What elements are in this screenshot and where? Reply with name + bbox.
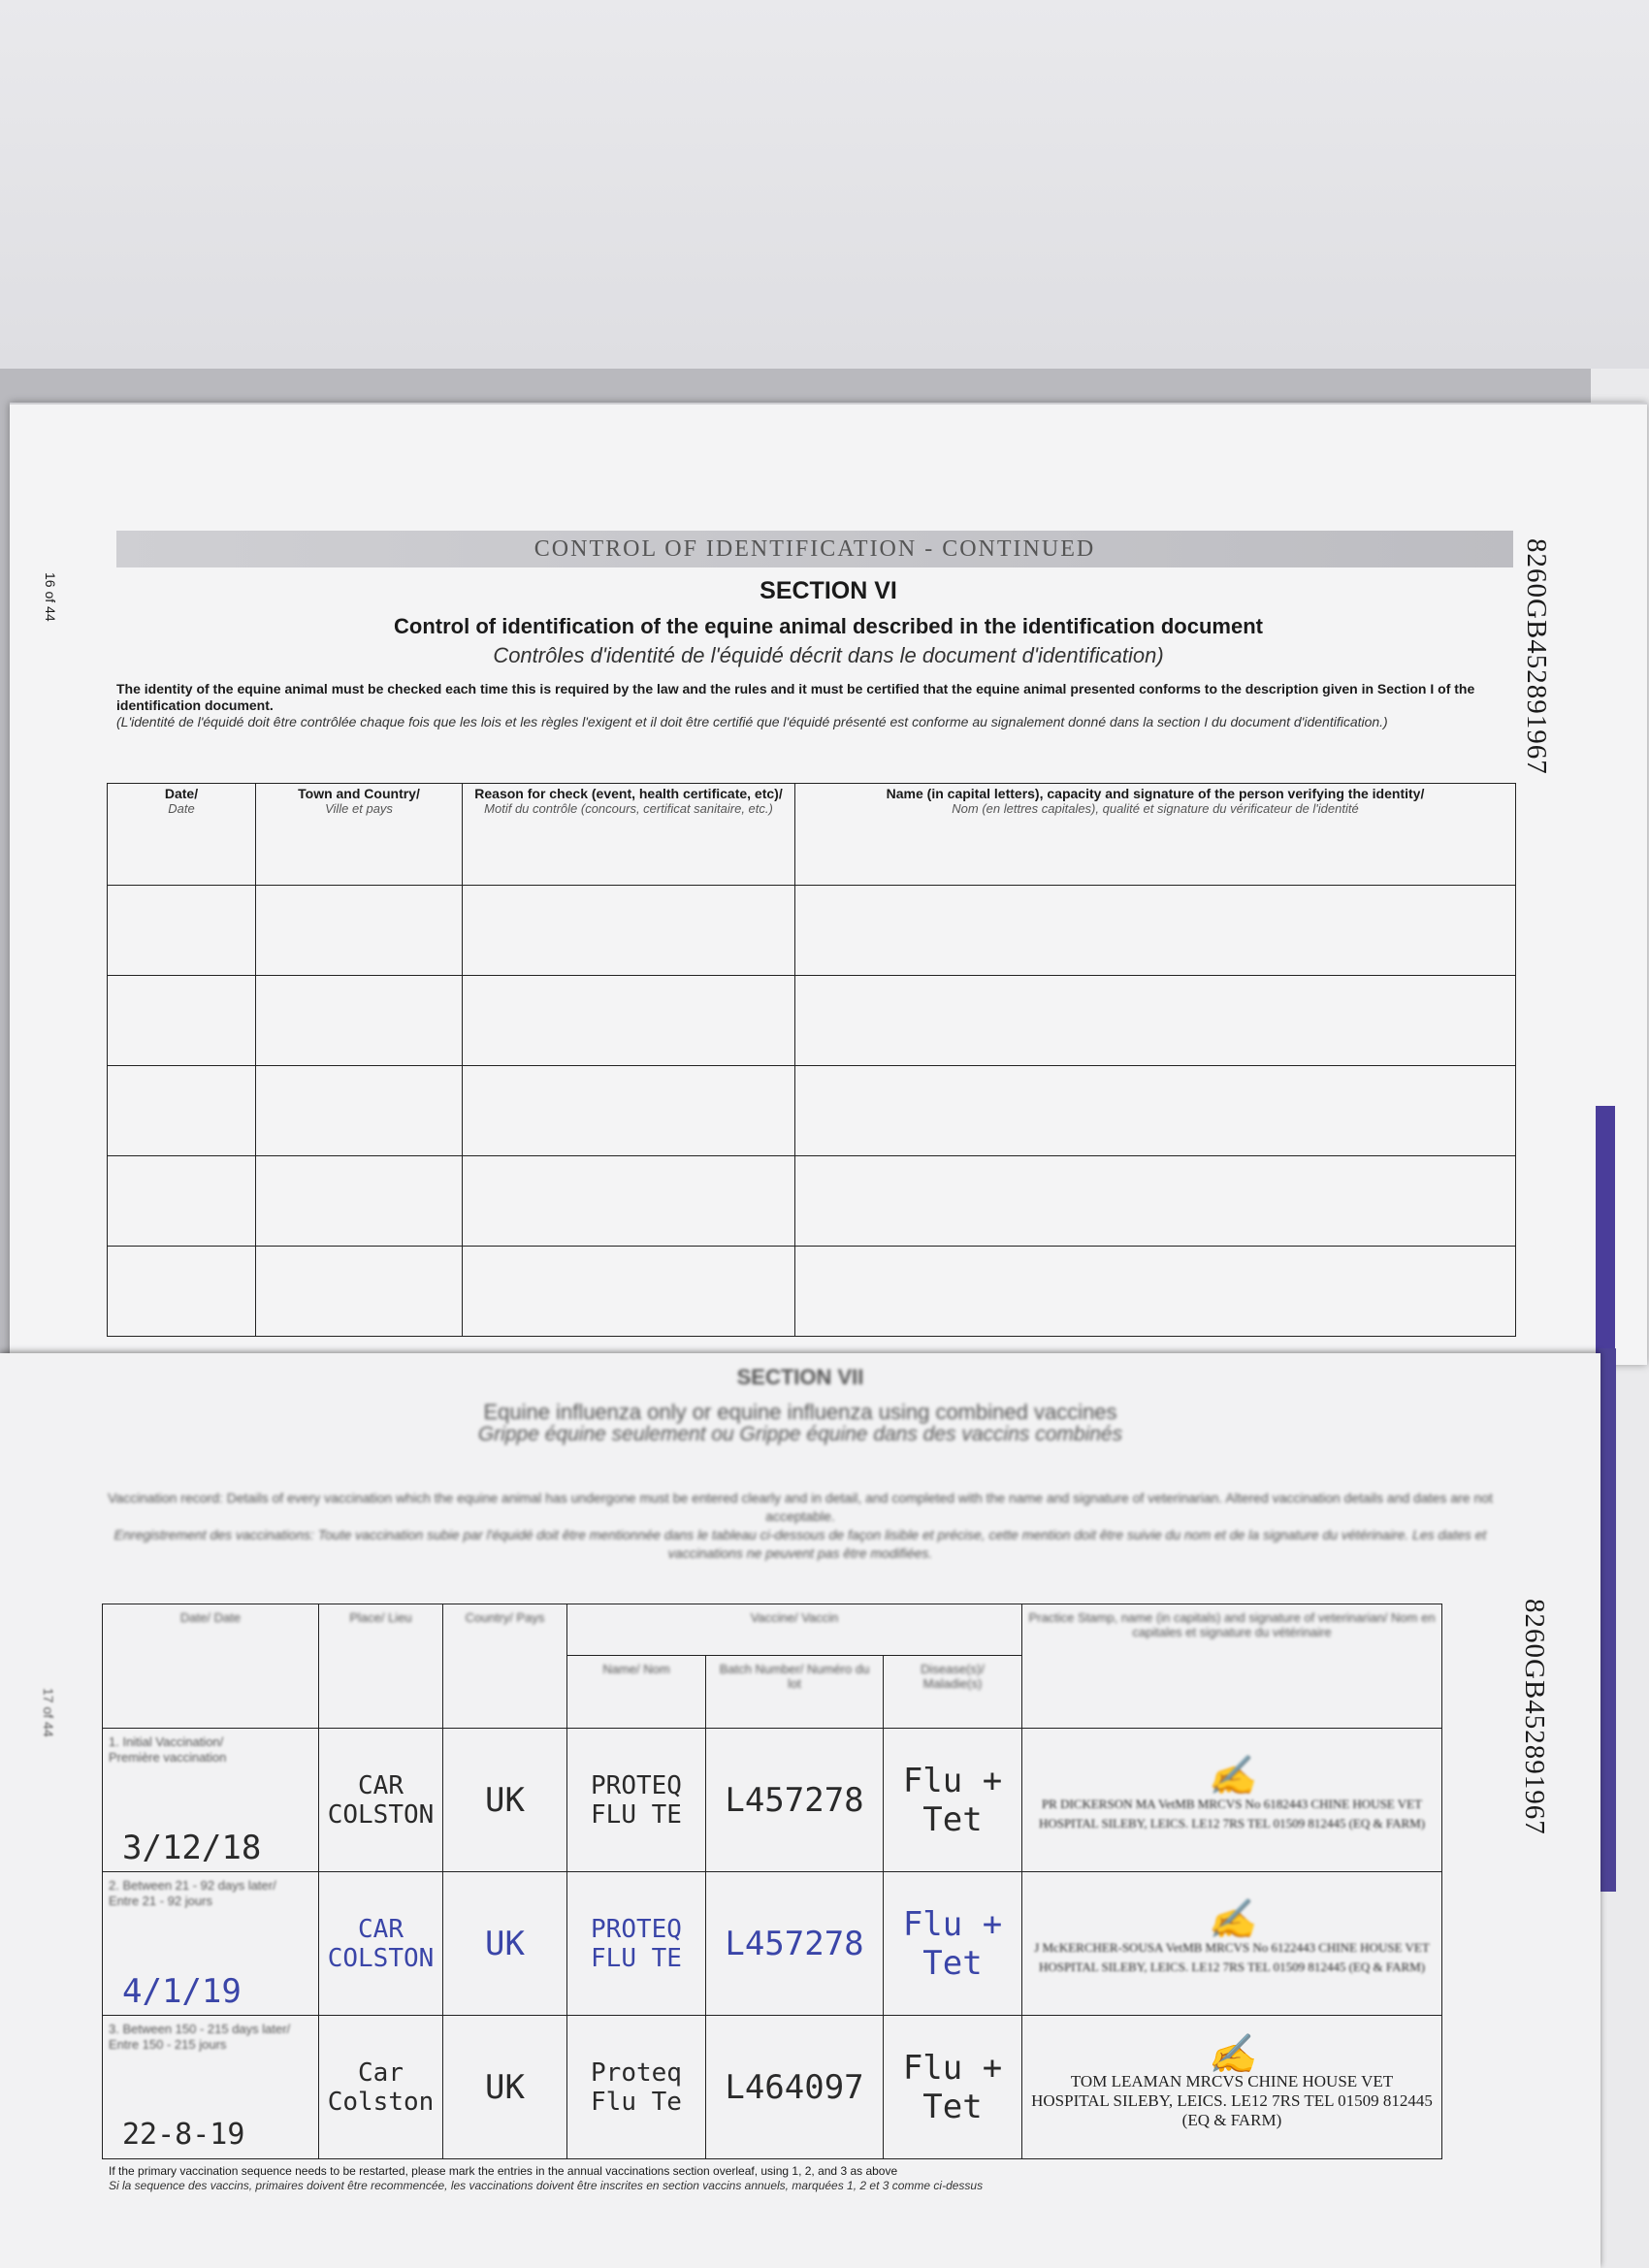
row-1-label: 1. Initial Vaccination/ — [109, 1734, 224, 1749]
row-2-date-cell — [103, 1872, 319, 2016]
vaccination-row-2 — [103, 1872, 1442, 2016]
row-3-stamp — [1022, 2016, 1442, 2159]
row-3-label: 3. Between 150 - 215 days later/ — [109, 2022, 291, 2036]
row-3-batch: L464097 — [725, 2067, 864, 2107]
row-1-label-fr: Première vaccination — [109, 1750, 227, 1765]
row-2-label-fr: Entre 21 - 92 jours — [109, 1894, 212, 1908]
upper-page — [10, 403, 1647, 1365]
row-1-date: 3/12/18 — [122, 1829, 262, 1867]
table-row — [108, 1066, 1516, 1156]
footnote — [109, 2164, 983, 2193]
row-1-country: UK — [485, 1780, 525, 1820]
footnote-english: If the primary vaccination sequence needs to be restarted, please mark the entries in the annual vaccinations section overleaf, using 1, 2, and 3 as above — [109, 2164, 898, 2178]
col-date: Date/ Date — [108, 784, 256, 886]
section-title-lower: SECTION VII — [736, 1365, 864, 1389]
col-town-country: Town and Country/ Ville et pays — [256, 784, 463, 886]
row-1-vaccine-name: PROTEQ FLU TE — [591, 1770, 682, 1830]
lower-page — [0, 1353, 1600, 2268]
intro-text — [116, 681, 1504, 730]
row-3-place: Car Colston — [327, 2057, 435, 2117]
table-row — [108, 886, 1516, 976]
row-2-place: CAR COLSTON — [327, 1914, 435, 1973]
row-2-vaccine-name: PROTEQ FLU TE — [591, 1914, 682, 1973]
intro-text-lower — [107, 1489, 1494, 1563]
table-row — [108, 1156, 1516, 1247]
row-2-batch: L457278 — [725, 1924, 864, 1963]
background-top — [0, 0, 1649, 369]
col-batch: Batch Number/ Numéro du lot — [706, 1656, 884, 1729]
title-french: Contrôles d'identité de l'équidé décrit dans le document d'identification) — [493, 643, 1164, 667]
row-3-stamp-text: TOM LEAMAN MRCVS CHINE HOUSE VET HOSPITAL SILEBY, LEICS. LE12 7RS TEL 01509 812445 (EQ & FARM) — [1031, 2071, 1433, 2129]
col-verifier: Name (in capital letters), capacity and signature of the person verifying the identity/ Nom (en lettres capitales), qualité et signature du vérificateur de l'identité — [795, 784, 1516, 886]
row-3-date-cell — [103, 2016, 319, 2159]
row-3-country: UK — [485, 2067, 525, 2107]
vaccination-table — [102, 1604, 1442, 2159]
intro-english: The identity of the equine animal must be checked each time this is required by the law and the rules and it must be certified that the equine animal presented conforms to the description given in Section I of the identification document. — [116, 681, 1475, 713]
section-title: SECTION VI — [760, 577, 897, 604]
vaccination-row-1 — [103, 1729, 1442, 1872]
table-row — [108, 1247, 1516, 1337]
row-2-country: UK — [485, 1924, 525, 1963]
intro-english-lower: Vaccination record: Details of every vaccination which the equine animal has undergone must be entered clearly and in detail, and completed with the name and signature of veterinarian. Altered vaccination details and dates are not acceptable. — [108, 1490, 1493, 1524]
title-english-lower: Equine influenza only or equine influenza using combined vaccines — [483, 1400, 1117, 1424]
row-1-place: CAR COLSTON — [327, 1770, 435, 1830]
row-2-stamp-text: J McKERCHER-SOUSA VetMB MRCVS No 6122443 CHINE HOUSE VET HOSPITAL SILEBY, LEICS. LE12 7RS TEL 01509 812445 (EQ & FARM) — [1034, 1940, 1430, 1974]
col-vaccine-name: Name/ Nom — [567, 1656, 706, 1729]
row-1-batch: L457278 — [725, 1780, 864, 1820]
serial-number-top: 8260GB452891967 — [1521, 538, 1552, 775]
signature-1: ✍ — [1208, 1754, 1256, 1798]
signature-3: ✍ — [1208, 2031, 1256, 2077]
row-1-disease: Flu + Tet — [902, 1761, 1003, 1839]
title-english: Control of identification of the equine animal described in the identification document — [394, 614, 1263, 638]
title-french-lower: Grippe équine seulement ou Grippe équine dans des vaccins combinés — [477, 1423, 1123, 1445]
row-2-stamp — [1022, 1872, 1442, 2016]
row-2-label: 2. Between 21 - 92 days later/ — [109, 1878, 276, 1893]
vaccination-row-3 — [103, 2016, 1442, 2159]
row-1-date-cell — [103, 1729, 319, 1872]
row-2-disease: Flu + Tet — [902, 1904, 1003, 1983]
col-date: Date/ Date — [103, 1604, 319, 1729]
page-number-top: 16 of 44 — [43, 572, 58, 622]
col-country: Country/ Pays — [443, 1604, 567, 1729]
binding-strip-lower — [1599, 1348, 1616, 1892]
intro-french-lower: Enregistrement des vaccinations: Toute vaccination subie par l'équidé doit être mentionnée dans le tableau ci-dessous de façon lisible et précise, cette mention doit être suivie du nom et de la signature du vétérinaire. Les dates et vaccinations ne peuvent pas être modifiées. — [113, 1527, 1487, 1561]
row-3-label-fr: Entre 150 - 215 jours — [109, 2037, 227, 2052]
row-3-date: 22-8-19 — [122, 2118, 245, 2152]
band-title: CONTROL OF IDENTIFICATION - CONTINUED — [534, 536, 1096, 562]
col-place: Place/ Lieu — [319, 1604, 443, 1729]
page-number-bottom: 17 of 44 — [41, 1688, 56, 1737]
intro-french: (L'identité de l'équidé doit être contrôlée chaque fois que les lois et les règles l'exigent et il doit être certifié que l'équidé présenté est conforme au signalement donné dans la section I du document d'identification.) — [116, 714, 1388, 729]
row-1-stamp — [1022, 1729, 1442, 1872]
col-reason: Reason for check (event, health certificate, etc)/ Motif du contrôle (concours, certificat sanitaire, etc.) — [463, 784, 795, 886]
signature-2: ✍ — [1208, 1897, 1256, 1942]
table-header-row — [108, 784, 1516, 886]
vaccination-header-row — [103, 1604, 1442, 1656]
section-band — [116, 531, 1513, 567]
col-disease: Disease(s)/ Maladie(s) — [884, 1656, 1022, 1729]
row-1-stamp-text: PR DICKERSON MA VetMB MRCVS No 6182443 CHINE HOUSE VET HOSPITAL SILEBY, LEICS. LE12 7RS TEL 01509 812445 (EQ & FARM) — [1038, 1797, 1426, 1831]
row-3-disease: Flu + Tet — [902, 2048, 1003, 2126]
col-vaccine: Vaccine/ Vaccin — [567, 1604, 1022, 1656]
row-3-vaccine-name: Proteq Flu Te — [591, 2057, 682, 2117]
identification-check-table — [107, 783, 1516, 1337]
table-row — [108, 976, 1516, 1066]
col-stamp: Practice Stamp, name (in capitals) and signature of veterinarian/ Nom en capitales et signature du vétérinaire — [1022, 1604, 1442, 1729]
serial-number-bottom: 8260GB452891967 — [1519, 1599, 1550, 1835]
footnote-french: Si la sequence des vaccins, primaires doivent être recommencée, les vaccinations doivent être inscrites en section vaccins annuels, marquées 1, 2 et 3 comme ci-dessus — [109, 2179, 984, 2192]
row-2-date: 4/1/19 — [122, 1972, 242, 2011]
